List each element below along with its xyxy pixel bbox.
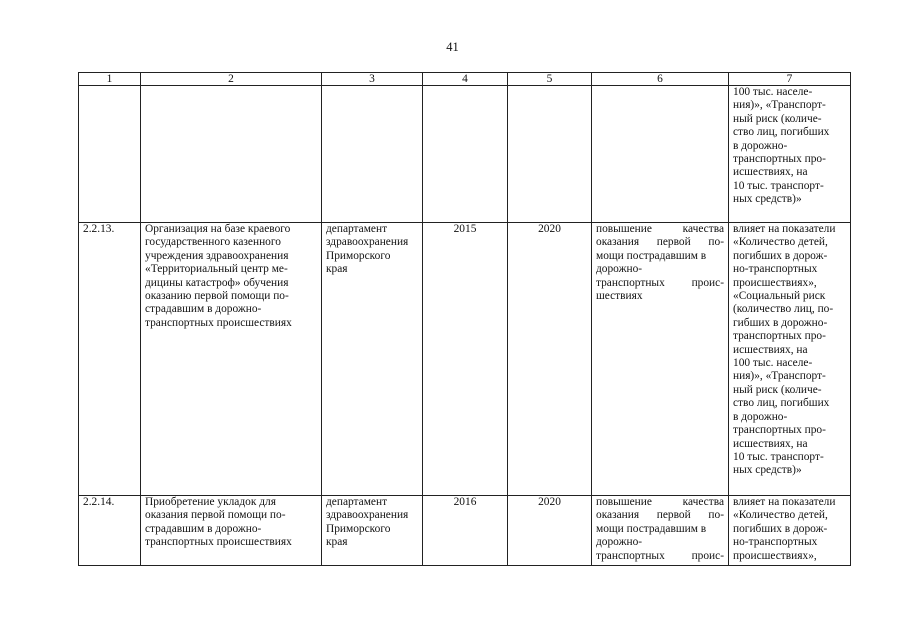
text-line: транспортных про- — [733, 330, 826, 343]
text-line: «Социальный риск — [733, 290, 826, 303]
text-line: страдавшим в дорожно- — [145, 522, 262, 535]
text-line: происшествиях», — [733, 276, 817, 289]
text-line: Приобретение укладок для — [145, 496, 276, 508]
text-line: ство лиц, погибших — [733, 397, 830, 410]
text-line: оказания первой по- — [596, 236, 724, 249]
text-line: «Количество детей, — [733, 509, 828, 522]
text-line: здравоохранения — [326, 509, 409, 522]
text-line: в дорожно- — [733, 410, 788, 423]
text-line: исшествиях, на — [733, 166, 808, 179]
text-line: погибших в дорож- — [733, 522, 828, 535]
text-line: государственного казенного — [145, 236, 281, 249]
cell-executor — [322, 86, 423, 223]
cell-indicators — [729, 496, 851, 566]
text-line: «Территориальный центр ме- — [145, 263, 288, 276]
text-line: департамент — [326, 496, 388, 508]
cell-result — [592, 496, 729, 566]
text-line: Приморского — [326, 522, 391, 535]
text-line: департамент — [326, 223, 388, 235]
text-line: Приморского — [326, 249, 391, 262]
text-line: шествиях — [596, 290, 643, 303]
cell-indicators — [729, 86, 851, 223]
cell-result — [592, 223, 729, 496]
text-line: ных средств)» — [733, 464, 802, 477]
text-line: исшествиях, на — [733, 343, 808, 356]
text-line: транспортных проис- — [596, 276, 724, 289]
cell-end-year: 2020 — [508, 496, 592, 566]
cell-start-year: 2016 — [423, 496, 508, 566]
text-line: погибших в дорож- — [733, 249, 828, 262]
text-line: дорожно- — [596, 536, 643, 549]
column-header: 7 — [729, 73, 851, 86]
text-line: Организация на базе краевого — [145, 223, 291, 235]
text-line: 10 тыс. транспорт- — [733, 450, 824, 463]
cell-activity — [141, 223, 322, 496]
table-row — [79, 223, 851, 496]
text-line: дорожно- — [596, 263, 643, 276]
cell-result — [592, 86, 729, 223]
text-line: оказания первой по- — [596, 509, 724, 522]
text-line: дицины катастроф» обучения — [145, 276, 289, 289]
cell-number: 2.2.13. — [79, 223, 141, 496]
cell-end-year — [508, 86, 592, 223]
text-line: ных средств)» — [733, 193, 802, 206]
header-row — [79, 73, 851, 86]
text-line: учреждения здравоохранения — [145, 249, 289, 262]
cell-number: 2.2.14. — [79, 496, 141, 566]
table-row — [79, 496, 851, 566]
text-line: мощи пострадавшим в — [596, 249, 707, 262]
text-line: влияет на показатели — [733, 223, 836, 235]
text-line: ный риск (количе- — [733, 383, 822, 396]
text-line: оказанию первой помощи по- — [145, 290, 289, 303]
text-line: повышение качества — [596, 496, 724, 508]
text-line: транспортных происшествиях — [145, 316, 292, 329]
text-line: ния)», «Транспорт- — [733, 370, 826, 383]
column-header: 4 — [423, 73, 508, 86]
column-header: 3 — [322, 73, 423, 86]
text-line: 100 тыс. населе- — [733, 357, 813, 370]
cell-executor — [322, 223, 423, 496]
text-line: мощи пострадавшим в — [596, 522, 707, 535]
text-line: здравоохранения — [326, 236, 409, 249]
column-header: 1 — [79, 73, 141, 86]
text-line: оказания первой помощи по- — [145, 509, 286, 522]
cell-executor — [322, 496, 423, 566]
text-line: края — [326, 263, 348, 276]
text-line: транспортных проис- — [596, 549, 724, 562]
text-line: 100 тыс. населе- — [733, 86, 813, 98]
text-line: гибших в дорожно- — [733, 316, 828, 329]
text-line: повышение качества — [596, 223, 724, 235]
text-line: влияет на показатели — [733, 496, 836, 508]
text-line: «Количество детей, — [733, 236, 828, 249]
text-line: края — [326, 536, 348, 549]
column-header: 6 — [592, 73, 729, 86]
measures-table — [78, 72, 851, 566]
text-line: ство лиц, погибших — [733, 126, 830, 139]
cell-activity — [141, 496, 322, 566]
cell-start-year — [423, 86, 508, 223]
page-number: 41 — [446, 40, 459, 54]
table-row-continuation — [79, 86, 851, 223]
text-line: в дорожно- — [733, 139, 788, 152]
text-line: (количество лиц, по- — [733, 303, 834, 316]
text-line: транспортных происшествиях — [145, 536, 292, 549]
cell-end-year: 2020 — [508, 223, 592, 496]
text-line: но-транспортных — [733, 263, 818, 276]
text-line: происшествиях», — [733, 549, 817, 562]
text-line: исшествиях, на — [733, 437, 808, 450]
column-header: 5 — [508, 73, 592, 86]
text-line: транспортных про- — [733, 153, 826, 166]
text-line: ния)», «Транспорт- — [733, 99, 826, 112]
text-line: но-транспортных — [733, 536, 818, 549]
cell-number — [79, 86, 141, 223]
text-line: страдавшим в дорожно- — [145, 303, 262, 316]
column-header: 2 — [141, 73, 322, 86]
cell-activity — [141, 86, 322, 223]
text-line: транспортных про- — [733, 424, 826, 437]
cell-indicators — [729, 223, 851, 496]
cell-start-year: 2015 — [423, 223, 508, 496]
text-line: ный риск (количе- — [733, 112, 822, 125]
text-line: 10 тыс. транспорт- — [733, 179, 824, 192]
